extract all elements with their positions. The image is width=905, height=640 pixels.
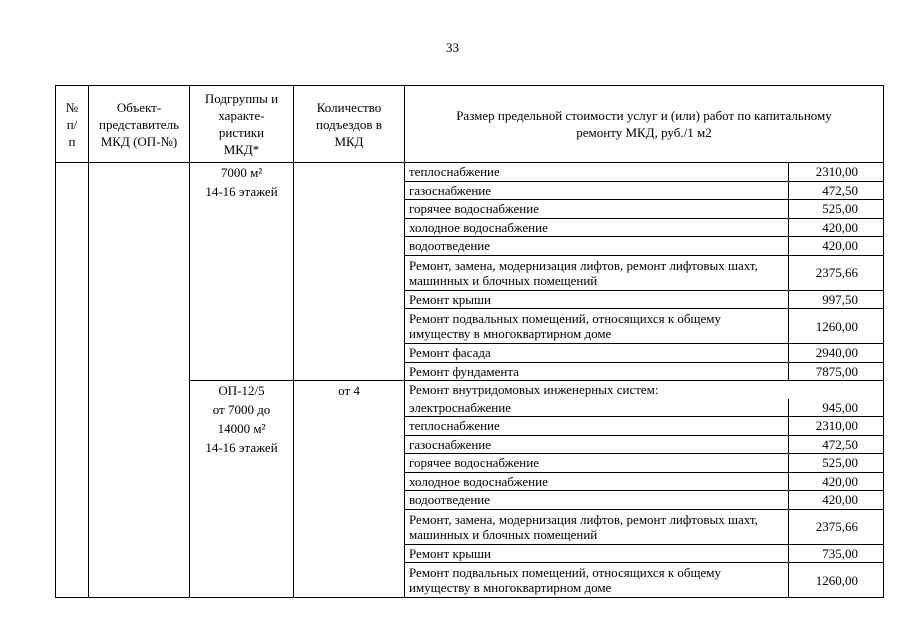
cost-heading: Ремонт внутридомовых инженерных систем:	[409, 382, 659, 398]
work-name: Ремонт крыши	[405, 544, 788, 563]
work-cost: 525,00	[788, 454, 884, 473]
work-name: холодное водоснабжение	[405, 472, 788, 491]
cost-list-1	[405, 163, 884, 380]
work-cost: 2375,66	[788, 255, 884, 290]
table-row	[405, 544, 884, 563]
table-row	[405, 309, 884, 344]
work-name: Ремонт фасада	[405, 344, 788, 363]
work-cost: 472,50	[788, 181, 884, 200]
work-name: электроснабжение	[405, 399, 788, 417]
work-name: Ремонт подвальных помещений, относящихся к общему имуществу в многоквартирном доме	[405, 309, 788, 344]
work-cost: 2310,00	[788, 163, 884, 181]
table-row	[405, 399, 884, 417]
entrances-cell-2: от 4	[294, 381, 405, 598]
group1-row	[56, 163, 884, 381]
cost-cell-1	[405, 163, 884, 381]
work-name: водоотведение	[405, 237, 788, 256]
table-row	[405, 200, 884, 219]
work-cost: 420,00	[788, 237, 884, 256]
work-cost: 420,00	[788, 491, 884, 510]
table-row	[405, 454, 884, 473]
page-number: 33	[446, 40, 459, 55]
header-number: № п/ п	[56, 86, 89, 163]
object-cell	[89, 163, 190, 598]
table-row	[405, 509, 884, 544]
work-name: теплоснабжение	[405, 163, 788, 181]
work-cost: 2375,66	[788, 509, 884, 544]
work-name: Ремонт подвальных помещений, относящихся к общему имуществу в многоквартирном доме	[409, 565, 722, 595]
work-name: горячее водоснабжение	[405, 454, 788, 473]
subgroup-cell-2: ОП-12/5 от 7000 до 14000 м² 14-16 этажей	[190, 381, 294, 598]
work-cost: 7875,00	[788, 362, 884, 380]
header-subgroup: Подгруппы и характе- ристики МКД*	[190, 86, 294, 163]
work-name: теплоснабжение	[405, 417, 788, 436]
table-row	[405, 255, 884, 290]
work-name: холодное водоснабжение	[405, 218, 788, 237]
work-cost: 2310,00	[788, 417, 884, 436]
work-cost: 735,00	[788, 544, 884, 563]
work-name: Ремонт, замена, модернизация лифтов, ремонт лифтовых шахт, машинных и блочных помещений	[405, 509, 788, 544]
table-header-row	[56, 86, 884, 163]
work-cost: 1260,00	[788, 309, 884, 344]
table-row	[405, 290, 884, 309]
table-row	[405, 237, 884, 256]
cost-cell-2	[405, 381, 884, 598]
table-row	[405, 344, 884, 363]
entrances-cell-1	[294, 163, 405, 381]
table-row	[405, 435, 884, 454]
table-row	[405, 417, 884, 436]
work-cost: 420,00	[788, 218, 884, 237]
work-name: газоснабжение	[405, 435, 788, 454]
cost-list-2	[405, 381, 884, 597]
subgroup-cell-1: 7000 м² 14-16 этажей	[190, 163, 294, 381]
table-row	[405, 563, 884, 598]
work-cost: 420,00	[788, 472, 884, 491]
cost-table	[55, 85, 884, 598]
table-row	[405, 472, 884, 491]
table-row	[405, 491, 884, 510]
table-row	[405, 362, 884, 380]
table-row	[405, 163, 884, 181]
work-name: водоотведение	[405, 491, 788, 510]
header-object: Объект- представитель МКД (ОП-№)	[89, 86, 190, 163]
table-row	[405, 181, 884, 200]
cost-heading-row	[405, 381, 884, 399]
work-name: Ремонт крыши	[405, 290, 788, 309]
work-name: Ремонт фундамента	[409, 363, 519, 379]
header-cost: Размер предельной стоимости услуг и (или) работ по капитальному ремонту МКД, руб./1 м2	[405, 86, 884, 163]
work-cost: 525,00	[788, 200, 884, 219]
number-cell	[56, 163, 89, 598]
work-name: газоснабжение	[405, 181, 788, 200]
work-cost: 945,00	[788, 399, 884, 417]
work-cost: 472,50	[788, 435, 884, 454]
table-row	[405, 218, 884, 237]
work-name: горячее водоснабжение	[405, 200, 788, 219]
work-cost: 2940,00	[788, 344, 884, 363]
work-cost: 997,50	[788, 290, 884, 309]
work-cost: 1260,00	[788, 563, 884, 598]
header-entrances: Количество подъездов в МКД	[294, 86, 405, 163]
work-name: Ремонт, замена, модернизация лифтов, ремонт лифтовых шахт, машинных и блочных помещений	[405, 255, 788, 290]
